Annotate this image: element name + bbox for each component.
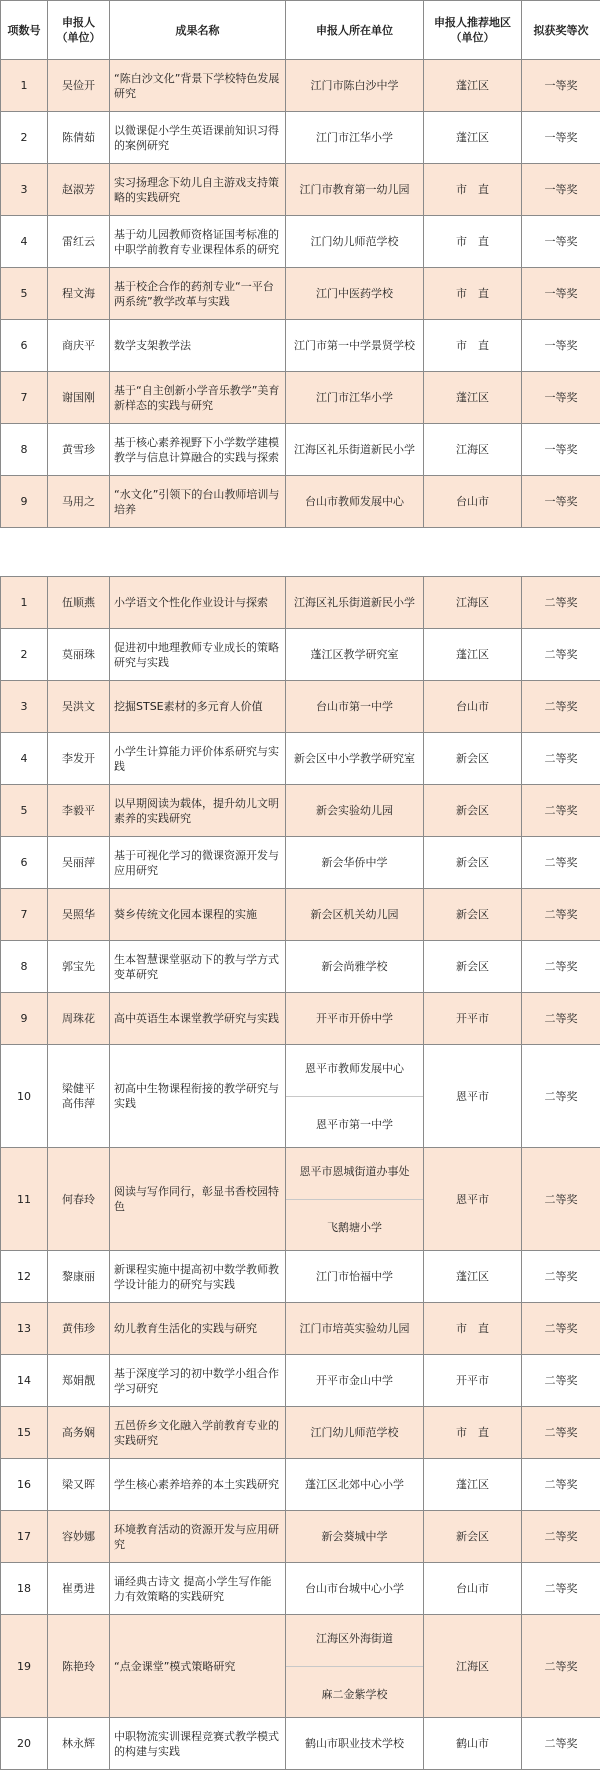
- row-unit: [286, 1303, 424, 1355]
- row-applicant: [48, 577, 110, 629]
- row-title: “陈白沙文化”背景下学校特色发展研究: [110, 60, 286, 112]
- row-region: 恩平市: [424, 1045, 522, 1148]
- row-region: 蓬江区: [424, 112, 522, 164]
- row-unit: [286, 733, 424, 785]
- row-applicant: [48, 268, 110, 320]
- row-unit: [286, 889, 424, 941]
- header-region: 申报人推荐地区（单位）: [424, 1, 522, 60]
- row-unit: [286, 60, 424, 112]
- unit-name: 江门市江华小学: [290, 390, 419, 405]
- row-applicant: [48, 941, 110, 993]
- row-region: 蓬江区: [424, 60, 522, 112]
- row-region: 江海区: [424, 577, 522, 629]
- row-region: 台山市: [424, 1563, 522, 1615]
- row-award: 一等奖: [522, 372, 600, 424]
- row-award: 二等奖: [522, 1355, 600, 1407]
- row-applicant: [48, 889, 110, 941]
- group-separator: [1, 528, 600, 577]
- row-number: 14: [1, 1355, 48, 1407]
- applicant-name: 李毅平: [52, 803, 105, 818]
- table-row: [1, 1615, 600, 1718]
- row-number: 13: [1, 1303, 48, 1355]
- row-unit: [286, 993, 424, 1045]
- table-row: [1, 1511, 600, 1563]
- header-applicant: 申报人（单位）: [48, 1, 110, 60]
- row-award: 一等奖: [522, 268, 600, 320]
- unit-name: 恩平市第一中学: [290, 1117, 419, 1132]
- applicant-name: 高务娴: [52, 1425, 105, 1440]
- row-region: 新会区: [424, 941, 522, 993]
- row-title: 小学生计算能力评价体系研究与实践: [110, 733, 286, 785]
- row-award: 二等奖: [522, 993, 600, 1045]
- row-unit: [286, 941, 424, 993]
- row-title: 初高中生物课程衔接的教学研究与实践: [110, 1045, 286, 1148]
- row-title: 挖掘STSE素材的多元育人价值: [110, 681, 286, 733]
- row-title: 葵乡传统文化园本课程的实施: [110, 889, 286, 941]
- unit-name: 江门市教育第一幼儿园: [290, 182, 419, 197]
- row-award: 二等奖: [522, 1718, 600, 1770]
- table-row: [1, 681, 600, 733]
- row-title: 幼儿教育生活化的实践与研究: [110, 1303, 286, 1355]
- row-number: 11: [1, 1148, 48, 1251]
- table-row: [1, 216, 600, 268]
- applicant-name: 程文海: [52, 286, 105, 301]
- row-number: 7: [1, 889, 48, 941]
- row-number: 4: [1, 216, 48, 268]
- row-unit: [286, 577, 424, 629]
- row-region: 市 直: [424, 164, 522, 216]
- unit-name: 新会区中小学教学研究室: [290, 751, 419, 766]
- row-title: “点金课堂”模式策略研究: [110, 1615, 286, 1718]
- table-row: [1, 733, 600, 785]
- unit-name: 江门市培英实验幼儿园: [290, 1321, 419, 1336]
- row-unit: [286, 681, 424, 733]
- separator-cell: [1, 528, 600, 577]
- row-region: 市 直: [424, 216, 522, 268]
- row-region: 开平市: [424, 993, 522, 1045]
- table-row: [1, 1303, 600, 1355]
- row-region: 市 直: [424, 1407, 522, 1459]
- row-applicant: [48, 1045, 110, 1148]
- table-row: [1, 993, 600, 1045]
- unit-name: 江门中医药学校: [290, 286, 419, 301]
- header-unit: 申报人所在单位: [286, 1, 424, 60]
- row-region: 市 直: [424, 320, 522, 372]
- row-region: 蓬江区: [424, 1251, 522, 1303]
- row-title: 高中英语生本课堂教学研究与实践: [110, 993, 286, 1045]
- row-number: 5: [1, 268, 48, 320]
- row-title: 基于幼儿园教师资格证国考标准的中职学前教育专业课程体系的研究: [110, 216, 286, 268]
- row-title: 基于校企合作的药剂专业“一平台两系统”教学改革与实践: [110, 268, 286, 320]
- row-region: 市 直: [424, 1303, 522, 1355]
- row-applicant: [48, 1718, 110, 1770]
- unit-name: 江门幼儿师范学校: [290, 1425, 419, 1440]
- table-row: [1, 1251, 600, 1303]
- row-award: 一等奖: [522, 216, 600, 268]
- row-region: 开平市: [424, 1355, 522, 1407]
- row-applicant: [48, 681, 110, 733]
- row-region: 蓬江区: [424, 372, 522, 424]
- table-row: [1, 164, 600, 216]
- row-applicant: [48, 629, 110, 681]
- row-region: 江海区: [424, 424, 522, 476]
- table-row: [1, 476, 600, 528]
- applicant-name: 林永辉: [52, 1736, 105, 1751]
- table-row: [1, 889, 600, 941]
- unit-name: 台山市台城中心小学: [290, 1581, 419, 1596]
- applicant-name: 谢国刚: [52, 390, 105, 405]
- row-region: 台山市: [424, 476, 522, 528]
- row-unit: [286, 164, 424, 216]
- row-title: 诵经典古诗文 提高小学生写作能力有效策略的实践研究: [110, 1563, 286, 1615]
- row-number: 18: [1, 1563, 48, 1615]
- row-number: 20: [1, 1718, 48, 1770]
- row-award: 二等奖: [522, 889, 600, 941]
- row-applicant: [48, 1407, 110, 1459]
- header-title: 成果名称: [110, 1, 286, 60]
- unit-divider: [286, 1096, 423, 1097]
- row-region: 鹤山市: [424, 1718, 522, 1770]
- row-number: 10: [1, 1045, 48, 1148]
- row-title: 五邑侨乡文化融入学前教育专业的实践研究: [110, 1407, 286, 1459]
- row-number: 16: [1, 1459, 48, 1511]
- row-award: 二等奖: [522, 1407, 600, 1459]
- row-award: 二等奖: [522, 941, 600, 993]
- row-title: 促进初中地理教师专业成长的策略研究与实践: [110, 629, 286, 681]
- row-region: 新会区: [424, 1511, 522, 1563]
- row-unit: [286, 1563, 424, 1615]
- applicant-name: 黄伟珍: [52, 1321, 105, 1336]
- row-number: 2: [1, 629, 48, 681]
- applicant-name: 吴照华: [52, 907, 105, 922]
- unit-name: 开平市金山中学: [290, 1373, 419, 1388]
- row-award: 一等奖: [522, 164, 600, 216]
- header-row: [1, 1, 600, 60]
- row-unit: [286, 476, 424, 528]
- row-applicant: [48, 1615, 110, 1718]
- row-region: 新会区: [424, 785, 522, 837]
- row-number: 12: [1, 1251, 48, 1303]
- row-title: 数学支架教学法: [110, 320, 286, 372]
- row-region: 蓬江区: [424, 629, 522, 681]
- row-award: 二等奖: [522, 1563, 600, 1615]
- row-title: “水文化”引领下的台山教师培训与培养: [110, 476, 286, 528]
- applicant-name: 吴丽萍: [52, 855, 105, 870]
- unit-name: 江门市江华小学: [290, 130, 419, 145]
- header-award: 拟获奖等次: [522, 1, 600, 60]
- unit-divider: [286, 1199, 423, 1200]
- table-row: [1, 629, 600, 681]
- unit-name: 新会区机关幼儿园: [290, 907, 419, 922]
- table-row: [1, 424, 600, 476]
- unit-name: 江海区礼乐街道新民小学: [290, 595, 419, 610]
- table-row: [1, 577, 600, 629]
- row-region: 新会区: [424, 889, 522, 941]
- row-number: 6: [1, 837, 48, 889]
- unit-name: 新会葵城中学: [290, 1529, 419, 1544]
- row-title: 以微课促小学生英语课前知识习得的案例研究: [110, 112, 286, 164]
- row-applicant: [48, 320, 110, 372]
- row-number: 9: [1, 476, 48, 528]
- applicant-name: 黎康丽: [52, 1269, 105, 1284]
- row-number: 8: [1, 941, 48, 993]
- unit-name: 飞鹅塘小学: [290, 1220, 419, 1235]
- row-award: 一等奖: [522, 476, 600, 528]
- row-number: 5: [1, 785, 48, 837]
- table-row: [1, 320, 600, 372]
- row-title: 生本智慧课堂驱动下的教与学方式变革研究: [110, 941, 286, 993]
- unit-name: 开平市开侨中学: [290, 1011, 419, 1026]
- row-unit: [286, 424, 424, 476]
- row-award: 一等奖: [522, 60, 600, 112]
- applicant-name: 莫丽珠: [52, 647, 105, 662]
- unit-name: 江海区礼乐街道新民小学: [290, 442, 419, 457]
- row-applicant: [48, 476, 110, 528]
- row-region: 恩平市: [424, 1148, 522, 1251]
- unit-name: 鹤山市职业技术学校: [290, 1736, 419, 1751]
- row-region: 江海区: [424, 1615, 522, 1718]
- row-award: 一等奖: [522, 424, 600, 476]
- applicant-name: 吴俭开: [52, 78, 105, 93]
- row-unit: [286, 1251, 424, 1303]
- row-number: 3: [1, 681, 48, 733]
- unit-name: 江门市陈白沙中学: [290, 78, 419, 93]
- row-title: 基于“自主创新小学音乐教学”美育新样态的实践与研究: [110, 372, 286, 424]
- row-title: 中职物流实训课程竞赛式教学模式的构建与实践: [110, 1718, 286, 1770]
- row-applicant: [48, 60, 110, 112]
- table-row: [1, 1407, 600, 1459]
- unit-name: 新会华侨中学: [290, 855, 419, 870]
- row-unit: [286, 372, 424, 424]
- row-applicant: [48, 1511, 110, 1563]
- applicant-name: 伍顺燕: [52, 595, 105, 610]
- row-applicant: [48, 733, 110, 785]
- row-award: 二等奖: [522, 1045, 600, 1148]
- row-unit: [286, 837, 424, 889]
- row-number: 1: [1, 60, 48, 112]
- row-award: 二等奖: [522, 681, 600, 733]
- applicant-name: 马用之: [52, 494, 105, 509]
- table-row: [1, 1718, 600, 1770]
- row-applicant: [48, 164, 110, 216]
- table-row: [1, 785, 600, 837]
- unit-name: 蓬江区教学研究室: [290, 647, 419, 662]
- row-unit: [286, 1045, 424, 1148]
- row-title: 学生核心素养培养的本土实践研究: [110, 1459, 286, 1511]
- row-unit: [286, 112, 424, 164]
- row-applicant: [48, 372, 110, 424]
- row-unit: [286, 1718, 424, 1770]
- row-number: 1: [1, 577, 48, 629]
- unit-name: 台山市第一中学: [290, 699, 419, 714]
- applicant-name: 郑娟靓: [52, 1373, 105, 1388]
- row-number: 6: [1, 320, 48, 372]
- row-unit: [286, 216, 424, 268]
- row-applicant: [48, 424, 110, 476]
- row-unit: [286, 268, 424, 320]
- row-number: 7: [1, 372, 48, 424]
- table-row: [1, 268, 600, 320]
- unit-name: 江门市怡福中学: [290, 1269, 419, 1284]
- row-applicant: [48, 1251, 110, 1303]
- unit-divider: [286, 1666, 423, 1667]
- applicant-name: 赵淑芳: [52, 182, 105, 197]
- row-applicant: [48, 785, 110, 837]
- row-award: 二等奖: [522, 1251, 600, 1303]
- row-award: 二等奖: [522, 629, 600, 681]
- table-row: [1, 941, 600, 993]
- row-award: 二等奖: [522, 837, 600, 889]
- applicant-name: 雷红云: [52, 234, 105, 249]
- row-region: 台山市: [424, 681, 522, 733]
- row-award: 二等奖: [522, 577, 600, 629]
- table-row: [1, 1045, 600, 1148]
- row-title: 新课程实施中提高初中数学教师教学设计能力的研究与实践: [110, 1251, 286, 1303]
- applicant-name: 梁又晖: [52, 1477, 105, 1492]
- applicant-name: 吴洪文: [52, 699, 105, 714]
- row-applicant: [48, 216, 110, 268]
- row-award: 二等奖: [522, 1511, 600, 1563]
- unit-name: 新会尚雅学校: [290, 959, 419, 974]
- applicant-name: 黄雪珍: [52, 442, 105, 457]
- applicant-name: 李发开: [52, 751, 105, 766]
- row-award: 一等奖: [522, 112, 600, 164]
- table-row: [1, 60, 600, 112]
- unit-name: 恩平市教师发展中心: [290, 1061, 419, 1076]
- table-row: [1, 1355, 600, 1407]
- row-number: 9: [1, 993, 48, 1045]
- row-number: 19: [1, 1615, 48, 1718]
- row-applicant: [48, 837, 110, 889]
- row-award: 二等奖: [522, 733, 600, 785]
- row-region: 市 直: [424, 268, 522, 320]
- table-row: [1, 1148, 600, 1251]
- row-applicant: [48, 1459, 110, 1511]
- row-award: 二等奖: [522, 1148, 600, 1251]
- table-row: [1, 112, 600, 164]
- row-unit: [286, 1148, 424, 1251]
- row-title: 环境教育活动的资源开发与应用研究: [110, 1511, 286, 1563]
- row-region: 新会区: [424, 837, 522, 889]
- row-applicant: [48, 112, 110, 164]
- row-award: 二等奖: [522, 1303, 600, 1355]
- row-unit: [286, 1459, 424, 1511]
- applicant-name: 梁健平: [52, 1081, 105, 1096]
- applicant-name: 陈艳玲: [52, 1659, 105, 1674]
- row-applicant: [48, 1563, 110, 1615]
- row-title: 小学语文个性化作业设计与探索: [110, 577, 286, 629]
- row-applicant: [48, 1303, 110, 1355]
- unit-name: 江门幼儿师范学校: [290, 234, 419, 249]
- row-title: 阅读与写作同行，彰显书香校园特色: [110, 1148, 286, 1251]
- applicant-name: 容妙娜: [52, 1529, 105, 1544]
- unit-name: 麻二金紫学校: [290, 1687, 419, 1702]
- row-number: 17: [1, 1511, 48, 1563]
- row-unit: [286, 1355, 424, 1407]
- applicant-name: 何春玲: [52, 1192, 105, 1207]
- row-award: 二等奖: [522, 1459, 600, 1511]
- row-number: 2: [1, 112, 48, 164]
- row-unit: [286, 785, 424, 837]
- row-number: 4: [1, 733, 48, 785]
- row-unit: [286, 1511, 424, 1563]
- applicant-name: 崔勇进: [52, 1581, 105, 1596]
- row-title: 以早期阅读为载体，提升幼儿文明素养的实践研究: [110, 785, 286, 837]
- applicant-name: 陈倩茹: [52, 130, 105, 145]
- table-row: [1, 837, 600, 889]
- applicant-name: 高伟萍: [52, 1096, 105, 1111]
- row-region: 新会区: [424, 733, 522, 785]
- unit-name: 新会实验幼儿园: [290, 803, 419, 818]
- table-row: [1, 372, 600, 424]
- table-row: [1, 1459, 600, 1511]
- row-award: 二等奖: [522, 785, 600, 837]
- row-number: 15: [1, 1407, 48, 1459]
- unit-name: 蓬江区北郊中心小学: [290, 1477, 419, 1492]
- row-title: 基于深度学习的初中数学小组合作学习研究: [110, 1355, 286, 1407]
- row-number: 8: [1, 424, 48, 476]
- row-applicant: [48, 993, 110, 1045]
- row-title: 基于核心素养视野下小学数学建模教学与信息计算融合的实践与探索: [110, 424, 286, 476]
- unit-name: 江门市第一中学景贤学校: [290, 338, 419, 353]
- row-applicant: [48, 1355, 110, 1407]
- row-title: 实习扬理念下幼儿自主游戏支持策略的实践研究: [110, 164, 286, 216]
- row-region: 蓬江区: [424, 1459, 522, 1511]
- table-row: [1, 1563, 600, 1615]
- row-applicant: [48, 1148, 110, 1251]
- row-title: 基于可视化学习的微课资源开发与应用研究: [110, 837, 286, 889]
- unit-name: 台山市教师发展中心: [290, 494, 419, 509]
- header-number: 项数号: [1, 1, 48, 60]
- row-unit: [286, 1615, 424, 1718]
- applicant-name: 商庆平: [52, 338, 105, 353]
- row-number: 3: [1, 164, 48, 216]
- applicant-name: 郭宝先: [52, 959, 105, 974]
- row-award: 一等奖: [522, 320, 600, 372]
- row-award: 二等奖: [522, 1615, 600, 1718]
- row-unit: [286, 1407, 424, 1459]
- unit-name: 江海区外海街道: [290, 1631, 419, 1646]
- row-unit: [286, 629, 424, 681]
- unit-name: 恩平市恩城街道办事处: [290, 1164, 419, 1179]
- applicant-name: 周珠花: [52, 1011, 105, 1026]
- row-unit: [286, 320, 424, 372]
